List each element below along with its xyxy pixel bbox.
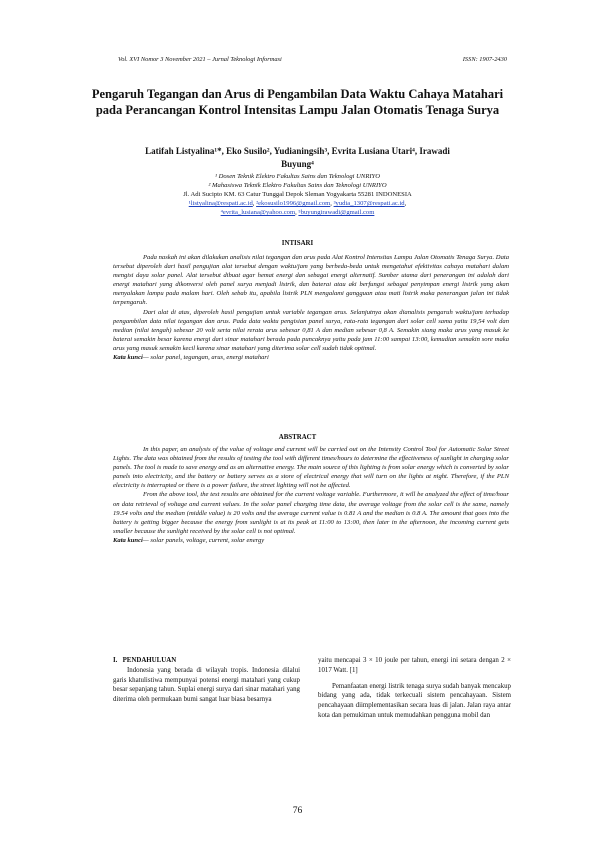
abstract-body — [113, 445, 509, 545]
intisari-keywords: Kata kunci— solar panel, tegangan, arus, energi matahari — [113, 354, 269, 362]
right-column — [318, 656, 511, 721]
email-link[interactable]: ³yudia_1307@respati.ac.id — [333, 200, 405, 207]
running-header — [118, 56, 507, 63]
intisari-body — [113, 253, 509, 362]
author-list — [100, 145, 495, 171]
paper-title: Pengaruh Tegangan dan Arus di Pengambilan Data Waktu Cahaya Matahari pada Perancangan Kontrol Intensitas Lampu Jalan Otomatis Tenaga Surya — [91, 87, 504, 117]
page-number: 76 — [292, 806, 303, 816]
email-link[interactable]: ¹listyalina@respati.ac.id — [188, 200, 253, 207]
email-line-1: ¹listyalina@respati.ac.id, ²ekosusilo1996@gmail.com, ³yudia_1307@respati.ac.id, — [188, 200, 407, 207]
issn: ISSN: 1907-2430 — [462, 56, 507, 63]
abstract-heading: ABSTRACT — [278, 434, 317, 441]
abstract-paragraph: From the above tool, the test results are obtained for the current voltage variable. Furthermore, it will be analyzed the effect of time/hour on data retrieval of voltage and current values. In the solar panel charging time data, the average voltage from the solar cell is the same, namely 19.54 volts and the median (middle value) is 20 volts and the average current value is 0.81 A and the median is 0.8 A. The amount that goes into the battery is getting bigger because the energy from sunlight is at its peak at 11:00 to 13:00, then later in the afternoon, the incoming current gets smaller because the sunlight received by the solar cell is not optimal. — [113, 491, 509, 535]
intisari-paragraph: Pada naskah ini akan dilakukan analisis nilai tegangan dan arus pada Alat Kontrol Intensitas Lampu Jalan Otomatis Tenaga Surya. Data tersebut diperoleh dari hasil pengujian alat tersebut dengan waktu/jam yang berbeda-beda untuk mengetahui efektivitas cahaya matahari dalam mengisi daya solar panel. Alat tersebut dibuat agar hemat energi dan sebagai energi alternatif. Sumber utama dari penerangan ini adalah dari energi matahari yang dikonversi oleh panel surya menjadi listrik, dan baterai atau aki berfungsi sebagai penyimpan energi listrik yang akan menyalakan lampu pada malam hari. Oleh sebab itu, apabila listrik PLN mengalami gangguan atau mati listrik maka penerangan jalan ini tidak terpengaruh. — [113, 254, 509, 307]
authors-line-1: Latifah Listyalina¹*, Eko Susilo², Yudianingsih³, Evrita Lusiana Utari⁴, Irawadi — [145, 146, 450, 156]
email-line-2: ⁴evrita_lusiana@yahoo.com, ⁵buyungirawadi@gmail.com — [220, 209, 375, 216]
intro-paragraph: Pemanfaatan energi listrik tenaga surya sudah banyak mencakup bidang yang ada, tidak terkecuali sistem pencahayaan. Sistem pencahayaan diimplementasikan secara luas di jalan. Jalan raya antar kota dan pemukiman untuk memudahkan pengguna mobil dan — [318, 682, 511, 719]
affiliation-2: ² Mahasiswa Teknik Elektro Fakultas Sains dan Teknologi UNRIYO — [208, 182, 387, 189]
section-title: I. PENDAHULUAN — [113, 657, 177, 664]
email-link[interactable]: ⁵buyungirawadi@gmail.com — [298, 209, 375, 216]
intro-paragraph: yaitu mencapai 3 × 10 joule per tahun, energi ini setara dengan 2 × 1017 Watt. [1] — [318, 657, 511, 674]
affiliations — [100, 172, 495, 217]
abstract-paragraph: In this paper, an analysis of the value of voltage and current will be carried out on the Intensity Control Tool for Automatic Solar Street Lights. The data was obtained from the results of testing the tool with different times/hours to determine the effectiveness of sunlight in charging solar panels. The tool is made to save energy and as an alternative energy. The main source of this lighting is from solar energy which is converted by solar panels into electricity, and the battery or battery serves as a store of electrical energy that will turn on the lights at night. Therefore, if the PLN electricity is interrupted or there is a power failure, the street lighting will not be affected. — [113, 446, 510, 490]
email-link[interactable]: ²ekosusilo1996@gmail.com — [256, 200, 331, 207]
left-column — [113, 656, 300, 705]
intro-paragraph: Indonesia yang berada di wilayah tropis. Indonesia dilalui garis khatulistiwa mempunyai potensi energi matahari yang cukup besar sepanjang tahun. Suplai energi surya dari sinar matahari yang diterima oleh permukaan bumi sangat luar biasa besarnya — [113, 666, 300, 704]
intisari-paragraph: Dari alat di atas, diperoleh hasil pengujian untuk variable tegangan arus. Selanjutnya akan dianalisis pengaruh waktu/jam terhadap pengambilan data nilai tegangan dan arus. Pada data waktu pengisian panel surya, rata-rata tegangan dari solar cell sama yaitu 19,54 volt dan median (nilai tengah) sebesar 20 volt serta nilai rerata arus sebesar 0,81 A dan median sebesar 0,8 A. Semakin siang maka arus yang masuk ke baterai semakin besar karena energi dari sinar matahari berada pada puncaknya yaitu pada jam 11:00 sampai 13:00, kemudian semakin sore maka arus yang masuk semakin kecil karena sinar matahari yang diterima solar cell sudah tidak optimal. — [113, 308, 509, 352]
affiliation-1: ¹ Dosen Teknik Elektro Fakultas Sains dan Teknologi UNRIYO — [215, 173, 380, 180]
abstract-keywords: Kata kunci— solar panels, voltage, current, solar energy — [113, 536, 265, 544]
authors-line-2: Buyung⁴ — [281, 159, 314, 169]
email-link[interactable]: ⁴evrita_lusiana@yahoo.com — [220, 209, 296, 216]
intisari-heading: INTISARI — [281, 240, 314, 247]
journal-info: Vol. XVI Nomor 3 November 2021 – Jurnal Teknologi Informasi — [118, 56, 282, 63]
address: Jl. Adi Sucipto KM. 63 Catur Tunggal Depok Sleman Yogyakarta 55281 INDONESIA — [183, 191, 412, 198]
